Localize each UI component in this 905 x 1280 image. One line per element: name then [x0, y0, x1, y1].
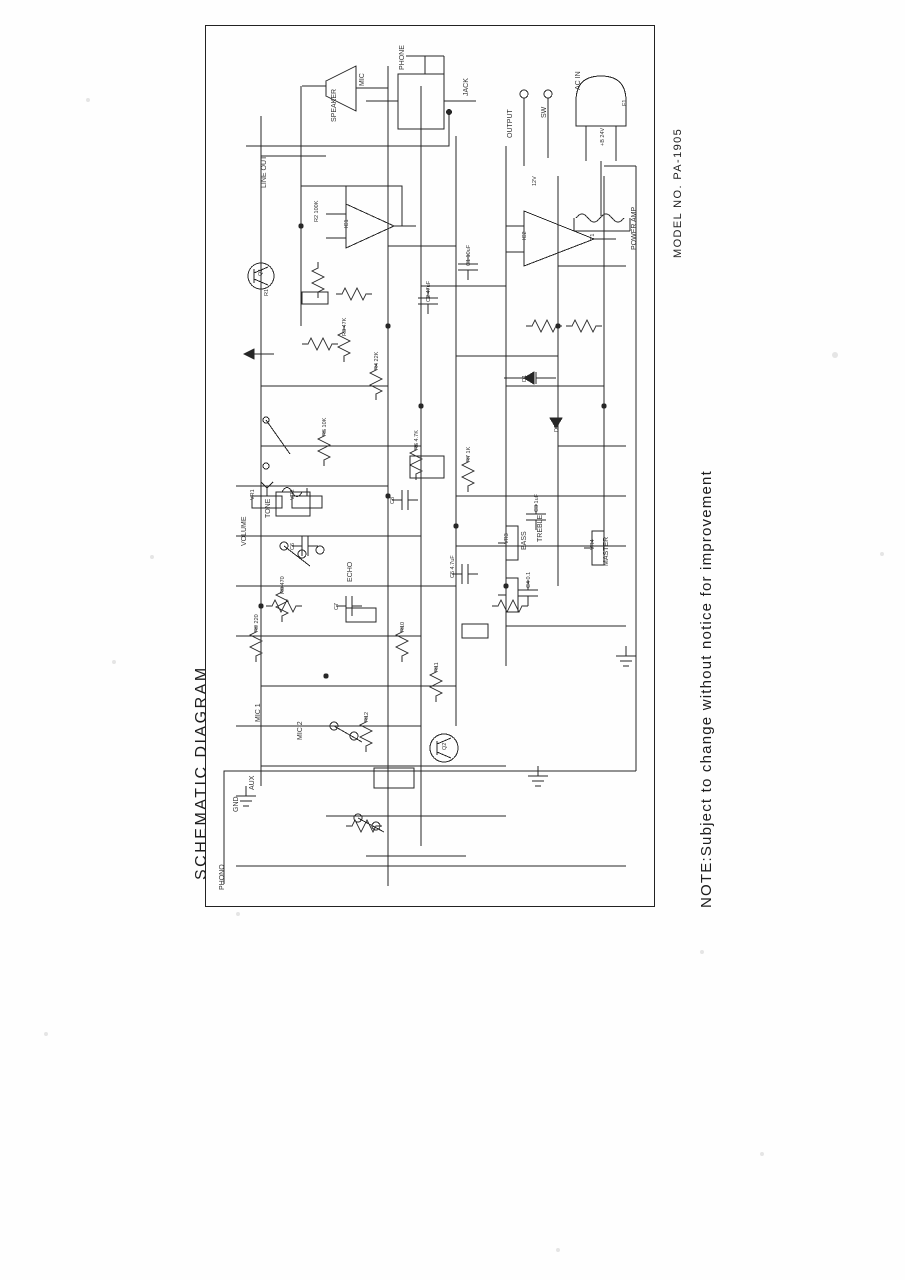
- svg-text:AC IN: AC IN: [575, 71, 582, 90]
- svg-text:ECHO: ECHO: [347, 561, 354, 582]
- svg-text:F1: F1: [622, 99, 628, 106]
- svg-text:LINE OUT: LINE OUT: [261, 155, 268, 188]
- svg-text:R2 100K: R2 100K: [314, 200, 320, 222]
- svg-text:IC1: IC1: [344, 219, 350, 228]
- svg-text:JACK: JACK: [463, 78, 470, 96]
- note-label: NOTE:Subject to change without notice for improvement: [698, 470, 715, 908]
- svg-text:PHONE: PHONE: [399, 45, 406, 70]
- svg-text:C1 10uF: C1 10uF: [466, 244, 472, 266]
- svg-text:D2: D2: [554, 424, 560, 432]
- scan-speck: [150, 555, 154, 559]
- svg-text:SPEAKER: SPEAKER: [331, 88, 338, 122]
- scan-speck: [44, 1032, 48, 1036]
- schematic-drawing: [206, 26, 652, 904]
- svg-text:D1: D1: [522, 374, 528, 382]
- svg-text:R6 4.7K: R6 4.7K: [414, 430, 420, 450]
- scan-speck: [236, 912, 240, 916]
- svg-text:C5 4.7uF: C5 4.7uF: [450, 555, 456, 578]
- svg-text:C8: C8: [390, 496, 396, 504]
- svg-text:+B 24V: +B 24V: [600, 127, 606, 146]
- scan-speck: [556, 1248, 560, 1252]
- svg-text:R4 22K: R4 22K: [374, 351, 380, 370]
- svg-text:MIC 2: MIC 2: [297, 721, 304, 740]
- svg-text:GND: GND: [233, 796, 240, 812]
- model-number-label: MODEL NO. PA-1905: [672, 127, 684, 258]
- svg-text:MIC: MIC: [359, 73, 366, 86]
- svg-text:VR2: VR2: [290, 489, 296, 500]
- scan-speck: [760, 1152, 764, 1156]
- svg-text:R5 10K: R5 10K: [322, 417, 328, 436]
- schematic-canvas: [206, 26, 654, 906]
- schematic-frame: [205, 25, 655, 907]
- svg-text:MASTER: MASTER: [603, 536, 610, 566]
- svg-text:TONE: TONE: [265, 498, 272, 518]
- scan-speck: [880, 552, 884, 556]
- scan-speck: [832, 352, 838, 358]
- svg-text:R9 220: R9 220: [254, 614, 260, 632]
- svg-text:R10: R10: [400, 621, 406, 632]
- svg-text:C6: C6: [290, 542, 296, 550]
- scan-speck: [112, 660, 116, 664]
- scan-speck: [86, 98, 90, 102]
- svg-text:C7: C7: [334, 602, 340, 610]
- svg-text:VR3: VR3: [504, 533, 510, 544]
- svg-text:R1: R1: [264, 288, 270, 296]
- svg-text:C4 0.1: C4 0.1: [526, 571, 532, 588]
- svg-text:VR4: VR4: [590, 539, 596, 550]
- svg-text:C2 47uF: C2 47uF: [426, 280, 432, 302]
- svg-text:12V: 12V: [532, 176, 538, 186]
- svg-text:R3 47K: R3 47K: [342, 317, 348, 336]
- svg-text:BASS: BASS: [521, 531, 528, 550]
- svg-text:R7 1K: R7 1K: [466, 446, 472, 462]
- svg-text:SW: SW: [541, 106, 548, 118]
- svg-text:T1: T1: [590, 233, 596, 240]
- scan-speck: [700, 950, 704, 954]
- svg-text:VOLUME: VOLUME: [241, 516, 248, 546]
- svg-text:POWER AMP: POWER AMP: [631, 206, 638, 250]
- svg-text:C3 1uF: C3 1uF: [534, 493, 540, 512]
- svg-text:R11: R11: [434, 662, 440, 672]
- svg-text:AUX: AUX: [249, 775, 256, 790]
- svg-text:R12: R12: [364, 711, 370, 722]
- svg-text:OUTPUT: OUTPUT: [507, 109, 514, 138]
- svg-text:IC2: IC2: [522, 231, 528, 240]
- svg-text:VR1: VR1: [250, 489, 256, 500]
- svg-text:TREBLE: TREBLE: [537, 514, 544, 542]
- svg-text:PHONO: PHONO: [219, 864, 226, 890]
- svg-text:R8 470: R8 470: [280, 576, 286, 594]
- svg-text:Q2: Q2: [442, 742, 448, 750]
- svg-text:MIC 1: MIC 1: [255, 703, 262, 722]
- page-title: SCHEMATIC DIAGRAM: [193, 665, 210, 880]
- svg-text:Q1: Q1: [258, 268, 264, 276]
